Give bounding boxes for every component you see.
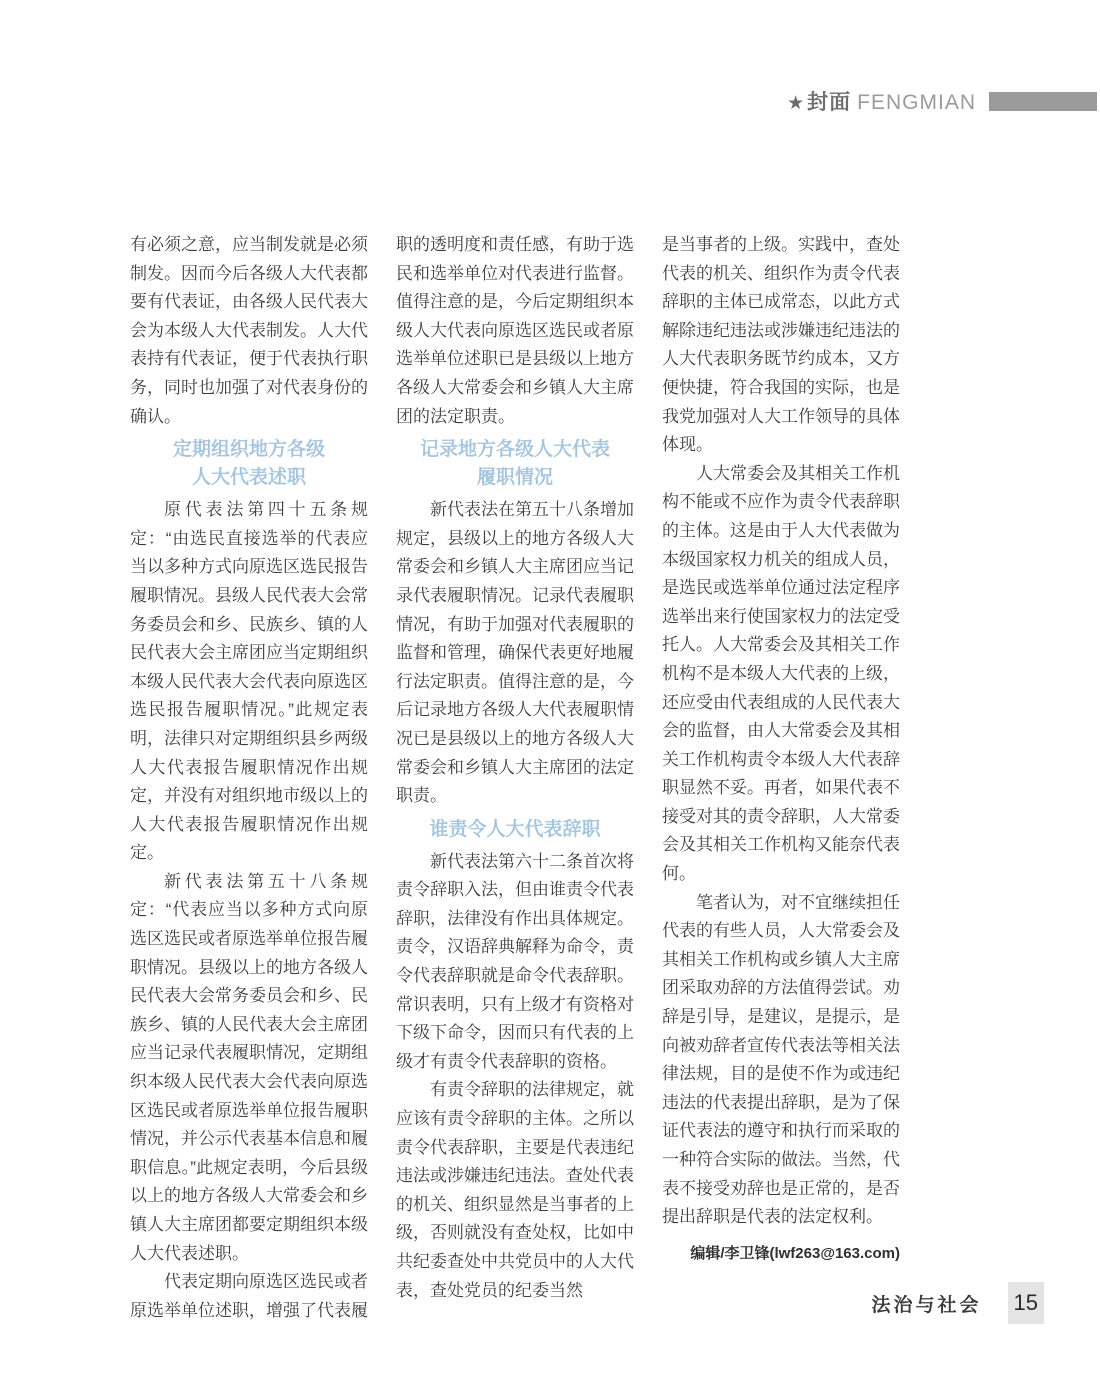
subheading-dingqi-zuzhi: [130, 436, 368, 492]
paragraph: 新代表法在第五十八条增加规定，县级以上的地方各级人大常委会和乡镇人大主席团应当记录代表履职情况。记录代表履职情况，有助于加强对代表履职的监督和管理，确保代表更好地履行法定职责。值得注意的是，今后记录地方各级人大代表履职情况已是县级以上的地方各级人大常委会和乡镇人大主席团的法定职责。: [396, 500, 634, 806]
paragraph: 有责令辞职的法律规定，就应该有责令辞职的主体。之所以责令代表辞职，主要是代表违纪违法或涉嫌违纪违法。查处代表的机关、组织显然是当事者的上级，否则就没有查处权，比如中共纪委查处中共党员中的人大代表，查处党员的纪委当然: [396, 1080, 634, 1300]
subheading-shui-zeling: [396, 816, 634, 844]
paragraph: 有必须之意，应当制发就是必须制发。因而今后各级人大代表都要有代表证，由各级人民代表大会为本级人大代表制发。人大代表持有代表证，便于代表执行职务，同时也加强了对代表身份的确认。: [130, 235, 368, 426]
section-title-en: FENGMIAN: [857, 91, 976, 114]
section-header: [787, 86, 1097, 116]
page-number: 15: [1008, 1282, 1044, 1324]
section-title: [787, 86, 976, 116]
subheading-jilu-lvzhi: [396, 436, 634, 492]
paragraph: 代表定期向原选区选民或者原选举单位述职，增强了代表履: [130, 1272, 368, 1320]
subheading-line: 人大代表述职: [191, 467, 306, 489]
paragraph: 新代表法第六十二条首次将责令辞职入法，但由谁责令代表辞职，法律没有作出具体规定。责令，汉语辞典解释为命令，责令代表辞职就是命令代表辞职。常识表明，只有上级才有资格对下级下命令，因而只有代表的上级才有责令代表辞职的资格。: [396, 851, 634, 1071]
subheading-line: 定期组织地方各级: [172, 439, 325, 461]
paragraph: 笔者认为，对不宜继续担任代表的有些人员，人大常委会及其相关工作机构或乡镇人大主席团采取劝辞的方法值得尝试。劝辞是引导，是建议，是提示，是向被劝辞者宣传代表法等相关法律法规，目的是使不作为或违纪违法的代表提出辞职，是为了保证代表法的遵守和执行而采取的一种符合实际的做法。当然，代表不接受劝辞也是正常的，是否提出辞职是代表的法定权利。: [662, 892, 900, 1227]
section-title-cn: 封面: [807, 91, 852, 114]
page-footer: [872, 1282, 1045, 1324]
paragraph: 是当事者的上级。实践中，查处代表的机关、组织作为责令代表辞职的主体已成常态，以此方式解除违纪违法或涉嫌违纪违法的人大代表职务既节约成本，又方便快捷，符合我国的实际，也是我党加强对人大工作领导的具体体现。: [662, 235, 900, 455]
article-column-1: [130, 231, 368, 1325]
article-column-3: [662, 231, 900, 1325]
paragraph: 原代表法第四十五条规定：“由选民直接选举的代表应当以多种方式向原选区选民报告履职情况。县级人民代表大会常务委员会和乡、民族乡、镇的人民代表大会主席团应当定期组织本级人民代表大会代表向原选区选民报告履职情况。”此规定表明，法律只对定期组织县乡两级人大代表报告履职情况作出规定，并没有对组织地市级以上的人大代表报告履职情况作出规定。: [130, 500, 368, 863]
editor-credit: 编辑/李卫锋(lwf263@163.com): [690, 1244, 900, 1262]
paragraph: 新代表法第五十八条规定：“代表应当以多种方式向原选区选民或者原选举单位报告履职情况。县级以上的地方各级人民代表大会常务委员会和乡、民族乡、镇的人民代表大会主席团应当记录代表履职情况，定期组织本级人民代表大会代表向原选区选民或者原选举单位报告履职情况，并公示代表基本信息和履职信息。”此规定表明，今后县级以上的地方各级人大常委会和乡镇人大主席团都要定期组织本级人大代表述职。: [130, 871, 368, 1263]
subheading-line: 谁责令人大代表辞职: [429, 818, 601, 840]
journal-title: 法治与社会: [871, 1294, 982, 1316]
paragraph: 人大常委会及其相关工作机构不能或不应作为责令代表辞职的主体。这是由于人大代表做为本级国家权力机关的组成人员，是选民或选举单位通过法定程序选举出来行使国家权力的法定受托人。人大常委会及其相关工作机构不是本级人大代表的上级，还应受由代表组成的人民代表大会的监督，由人大常委会及其相关工作机构责令本级人大代表辞职显然不妥。再者，如果代表不接受对其的责令辞职，人大常委会及其相关工作机构又能奈代表何。: [662, 463, 900, 884]
subheading-line: 履职情况: [476, 467, 553, 489]
article-columns: [130, 231, 900, 1325]
star-icon: ★: [787, 93, 806, 114]
header-bar: [989, 92, 1097, 111]
paragraph: 职的透明度和责任感，有助于选民和选举单位对代表进行监督。值得注意的是，今后定期组织本级人大代表向原选区选民或者原选举单位述职已是县级以上地方各级人大常委会和乡镇人大主席团的法定职责。: [396, 235, 634, 426]
article-column-2: [396, 231, 634, 1325]
subheading-line: 记录地方各级人大代表: [419, 439, 610, 461]
